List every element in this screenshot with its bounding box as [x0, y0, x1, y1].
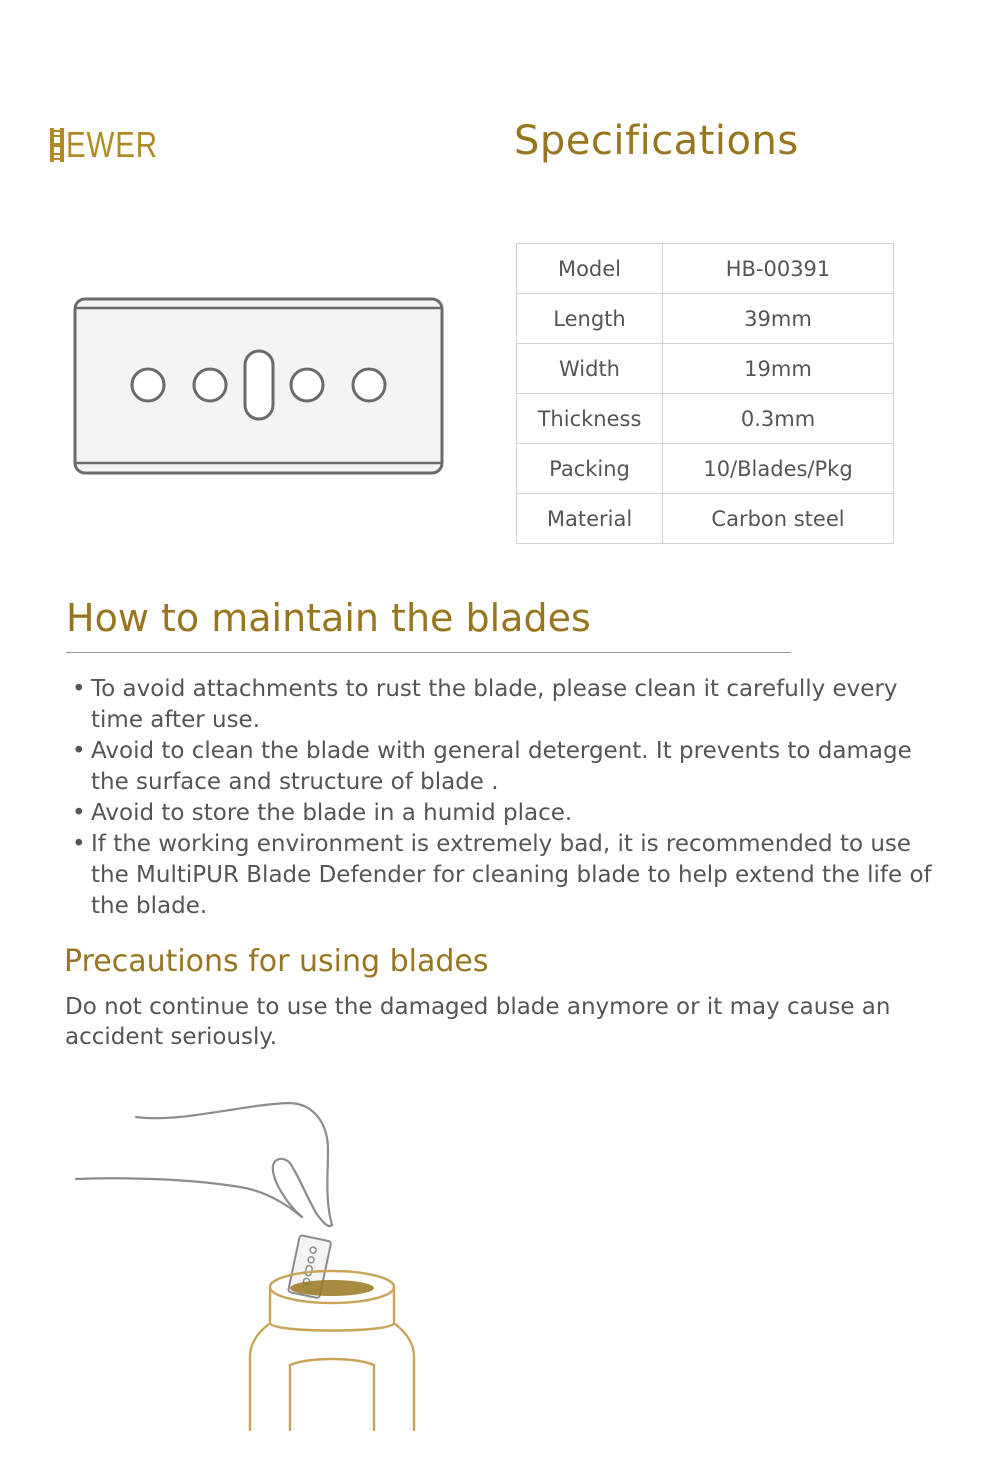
spec-label: Packing [517, 444, 663, 494]
bullet-glyph: • [72, 831, 86, 857]
spec-label: Thickness [517, 394, 663, 444]
list-item [72, 798, 932, 829]
table-row [517, 444, 894, 494]
spec-value: Carbon steel [663, 494, 894, 544]
bullet-glyph: • [72, 800, 86, 826]
maintain-list [72, 674, 932, 922]
spec-value: 39mm [663, 294, 894, 344]
spec-value: 0.3mm [663, 394, 894, 444]
spec-label: Material [517, 494, 663, 544]
precautions-title: Precautions for using blades [64, 944, 489, 979]
maintain-title: How to maintain the blades [66, 596, 591, 640]
specifications-table [516, 243, 894, 544]
spec-label: Length [517, 294, 663, 344]
list-item [72, 736, 932, 798]
hewer-logo-icon [50, 126, 64, 164]
table-row [517, 494, 894, 544]
bullet-glyph: • [72, 738, 86, 764]
bullet-glyph: • [72, 676, 86, 702]
spec-label: Width [517, 344, 663, 394]
list-item-text: To avoid attachments to rust the blade, please clean it carefully every time after use. [91, 676, 898, 733]
precautions-text: Do not continue to use the damaged blade anymore or it may cause an accident seriously. [65, 994, 891, 1050]
table-row [517, 344, 894, 394]
list-item [72, 829, 932, 922]
section-divider [66, 652, 791, 653]
brand-logo [50, 124, 195, 166]
specifications-title: Specifications [514, 118, 799, 164]
table-row [517, 294, 894, 344]
list-item [72, 674, 932, 736]
hand-dropping-blade-icon [70, 1095, 430, 1435]
list-item-text: Avoid to store the blade in a humid place. [91, 800, 573, 826]
blade-icon [72, 296, 445, 476]
list-item-text: If the working environment is extremely bad, it is recommended to use the MultiPUR Blade Defender for cleaning blade to help extend the life of the blade. [91, 831, 932, 919]
spec-value: 19mm [663, 344, 894, 394]
brand-logo-text: EWER [66, 124, 158, 165]
spec-value: 10/Blades/Pkg [663, 444, 894, 494]
list-item-text: Avoid to clean the blade with general detergent. It prevents to damage the surface and structure of blade . [91, 738, 912, 795]
table-row [517, 244, 894, 294]
spec-label: Model [517, 244, 663, 294]
table-row [517, 394, 894, 444]
spec-value: HB-00391 [663, 244, 894, 294]
